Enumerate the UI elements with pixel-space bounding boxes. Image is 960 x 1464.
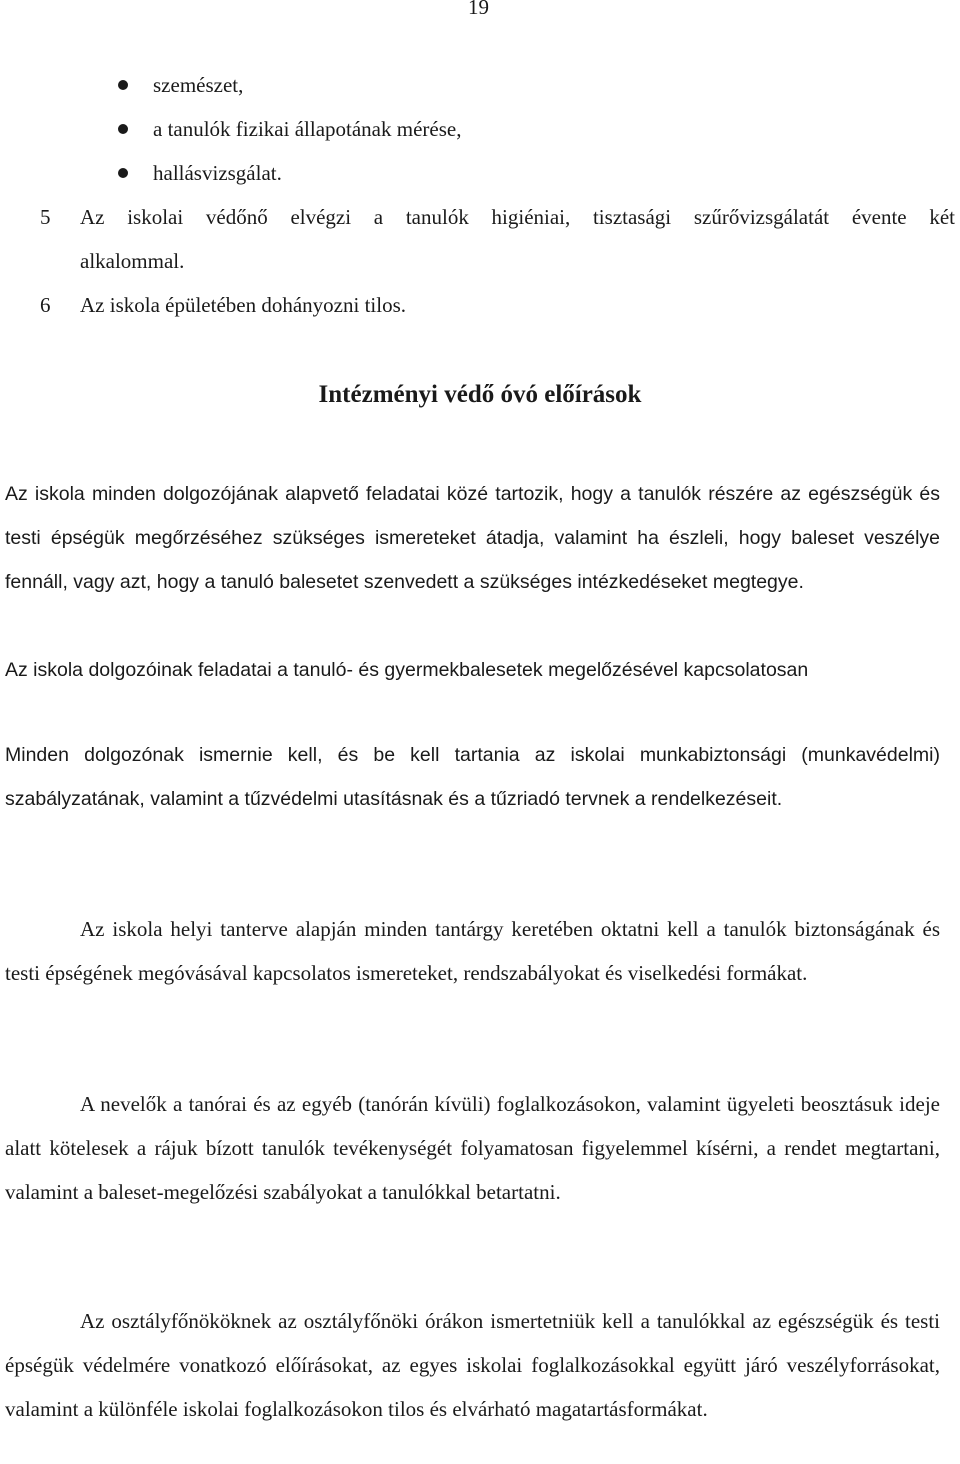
list-item-text: szemészet, [153, 73, 244, 97]
list-item-text: a tanulók fizikai állapotának mérése, [153, 117, 462, 141]
paragraph: A nevelők a tanórai és az egyéb (tanórán kívüli) foglalkozásokon, valamint ügyeleti beosztásuk ideje alatt kötelesek a rájuk bízott tanulók tevékenységét folyamatosan figyelemmel kísérni, a rendet megtartani, valamint a baleset-megelőzési szabályokat a tanulókkal betartatni. [5, 1092, 940, 1204]
list-item-text: hallásvizsgálat. [153, 161, 282, 185]
item-number: 5 [40, 205, 51, 229]
item-text-line: alkalommal. [80, 249, 185, 273]
item-text-line: Az iskolai védőnő elvégzi a tanulók higiéniai, tisztasági szűrővizsgálatát évente két [80, 205, 955, 229]
page-number: 19 [468, 0, 489, 19]
list-item [0, 158, 960, 202]
list-item [0, 114, 960, 158]
paragraph: Az iskola helyi tanterve alapján minden tantárgy keretében oktatni kell a tanulók biztonságának és testi épségének megóvásával kapcsolatos ismereteket, rendszabályokat és viselkedési formákat. [5, 917, 940, 985]
paragraph: Az osztályfőnököknek az osztályfőnöki órákon ismertetniük kell a tanulókkal az egészségük és testi épségük védelmére vonatkozó előírásokat, az egyes iskolai foglalkozásokkal együtt járó veszélyforrásokat, valamint a különféle iskolai foglalkozásokon tilos és elvárható magatartásformákat. [5, 1309, 940, 1421]
section-heading: Intézményi védő óvó előírások [318, 381, 642, 408]
bullet-icon [118, 124, 128, 134]
bullet-list [0, 70, 960, 202]
paragraph: Minden dolgozónak ismernie kell, és be kell tartania az iskolai munkabiztonsági (munkavédelmi) szabályzatának, valamint a tűzvédelmi utasításnak és a tűzriadó tervnek a rendelkezéseit. [5, 744, 940, 810]
item-number: 6 [40, 293, 51, 317]
bullet-icon [118, 80, 128, 90]
bullet-icon [118, 168, 128, 178]
list-item [0, 70, 960, 114]
paragraph: Az iskola dolgozóinak feladatai a tanuló- és gyermekbalesetek megelőzésével kapcsolatosan [5, 659, 809, 681]
paragraph: Az iskola minden dolgozójának alapvető feladatai közé tartozik, hogy a tanulók részére az egészségük és testi épségük megőrzéséhez szükséges ismereteket átadja, valamint ha észleli, hogy baleset veszélye fennáll, vagy azt, hogy a tanuló balesetet szenvedett a szükséges intézkedéseket megtegye. [5, 483, 940, 593]
item-text-line: Az iskola épületében dohányozni tilos. [80, 293, 407, 317]
